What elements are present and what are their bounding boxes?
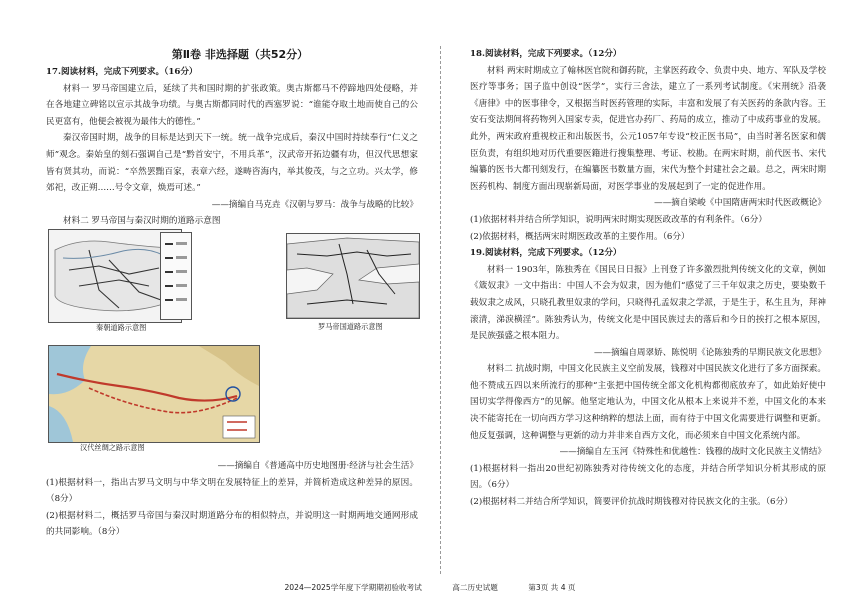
q19-material1: 材料一 1903年，陈独秀在《国民日日报》上刊登了许多激烈批判传统文化的文章，例如《箴奴隶》一文中指出：中国人不会为奴隶，因为他们“感觉了三千年奴隶之历史，要染数千载奴隶之成风，只晓孔教里奴隶的学问，只晓得孔孟奴隶之学派，于是生于，私生且为，拜神滚清，涕淚横淫”。陈独秀认为，传统文化是中国民族过去的落后和今日的挨打之根本原因，是民族强盛之根本阻力。 — [470, 264, 826, 342]
silk-road-map — [48, 345, 260, 443]
rome-road-map — [286, 233, 420, 319]
q17-question2: (2)根据材料二，概括罗马帝国与秦汉时期道路分布的相似特点，并说明这一时期两地交通网形成的共同影响。（8分） — [46, 510, 418, 538]
page-footer — [0, 582, 860, 593]
q17-material2-source: ——摘编自《普通高中历史地图册·经济与社会生活》 — [217, 461, 418, 471]
qin-map-legend — [160, 232, 192, 320]
rome-road-map-graphic — [287, 234, 419, 318]
q17-material2-heading: 材料二 罗马帝国与秦汉时期的道路示意图 — [63, 216, 221, 227]
q17-heading: 17.阅读材料，完成下列要求。（16分） — [46, 67, 198, 77]
left-column — [46, 64, 418, 230]
q19-question2: (2)根据材料二并结合所学知识，简要评价抗战时期钱穆对待民族文化的主张。（6分） — [470, 497, 793, 508]
q18-question2: (2)依据材料，概括两宋时期医政改革的主要作用。（6分） — [470, 231, 690, 242]
q19-material2: 材料二 抗战时期，中国文化民族主义空前发展，钱穆对中国民族文化进行了多方面探索。他不赞成五四以来所流行的那种“主张把中国传统全部文化机构都彻底放弃了，如此始好使中国切实学得像西方”的见解。他坚定地认为，中国文化从根本上来说并不差，中国文化的本来决不能寄托在一切向西方学习这种纳粹的想法上面，而有待于中国文化需要进行调整和更新。他反复强调，这种调整与更新的动力并非来自西方文化，而必须来自中国文化系统内部。 — [470, 364, 826, 441]
footer-subject: 高二历史试题 — [452, 583, 498, 592]
q18-material: 材料 两宋时期成立了翰林医官院和御药院，主掌医药政令、负责中央、地方、军队及学校医疗等事务；国子监中创设“医学”，实行三舍法，建立了一系列考试制度。《宋刑统》沿袭《唐律》中的医事律令，又根据当时医药管理的实际，丰富和发展了有关医药的条款内容。王安石变法期间将药物列入国家专卖，促进官办药厂、药局的成立，推动了中成药事业的发展。此外，两宋政府重视校正和出版医书，公元1057年专设“校正医书局”，由当时著名医家和儒臣负责，有组织地对历代重要医籍进行搜集整理、考证、校勘。在两宋时期，前代医书、宋代编纂的医书大都刊刻发行，在编纂医书数量方面，宋代为整个封建社会之最。总之，两宋时期医药机构、制度方面出现崭新局面，对医学事业的发展起到了一定的促进作用。 — [470, 65, 826, 192]
silk-map-caption: 汉代丝绸之路示意图 — [80, 443, 145, 452]
q17-question1: (1)根据材料一，指出古罗马文明与中华文明在发展特征上的差异，并简析造成这种差异的原因。（8分） — [46, 477, 418, 505]
q18-heading: 18.阅读材料，完成下列要求。（12分） — [470, 49, 622, 59]
section-title: 第Ⅱ卷 非选择题（共52分） — [171, 48, 309, 61]
silk-road-map-graphic — [49, 346, 259, 442]
column-divider — [440, 46, 441, 574]
q18-question1: (1)依据材料并结合所学知识，说明两宋时期实现医政改革的有利条件。（6分） — [470, 214, 767, 225]
q17-material1-source: ——摘编自马克垚《汉朝与罗马：战争与战略的比较》 — [211, 199, 418, 210]
q19-heading: 19.阅读材料，完成下列要求。（12分） — [470, 248, 622, 259]
q17-material1-p2: 秦汉帝国时期，战争的目标是达到天下一统。统一战争完成后，秦汉中国时持续奉行“仁义之师”观念。秦始皇的刻石强调自己是“黔首安宁，不用兵革”，汉武帝开拓边疆有功，但汉代思想家皆有贤其功，而说：“卒然罢黜百家，表章六经，遂畴咨海内，举其俊茂，与之立功。兴太学，修郊祀，改正朔……号令文章，焕焉可述。” — [46, 133, 418, 194]
left-column-bottom — [46, 458, 418, 541]
q17-material1-p1: 材料一 罗马帝国建立后，延续了共和国时期的扩张政策。奥古斯都马不停蹄地四处侵略，并在各地建立碑铭以宣示其战争功绩。与奥古斯都同时代的西塞罗说：“谁能夺取土地而使自己的公民更富有，他便会被视为最伟大的德性。” — [46, 83, 418, 127]
rome-map-caption: 罗马帝国道路示意图 — [318, 322, 383, 331]
q19-material1-source: ——摘编自周翠娇、陈悦明《论陈独秀的早期民族文化思想》 — [593, 347, 826, 358]
right-column — [470, 46, 826, 511]
qin-map-caption: 秦朝道路示意图 — [96, 323, 147, 332]
q19-question1: (1)根据材料一指出20世纪初陈独秀对待传统文化的态度，并结合所学知识分析其形成的原因。（6分） — [470, 463, 826, 491]
legend-graphic — [161, 233, 191, 319]
q18-source: ——摘自梁峻《中国隋唐两宋时代医政概论》 — [654, 198, 826, 209]
footer-page-number: 第3页 共 4 页 — [528, 583, 576, 592]
footer-exam-name: 2024—2025学年度下学期期初验收考试 — [284, 583, 422, 592]
q19-material2-source: ——摘编自左玉河《特殊性和优越性：钱穆的战时文化民族主义情结》 — [559, 447, 826, 458]
